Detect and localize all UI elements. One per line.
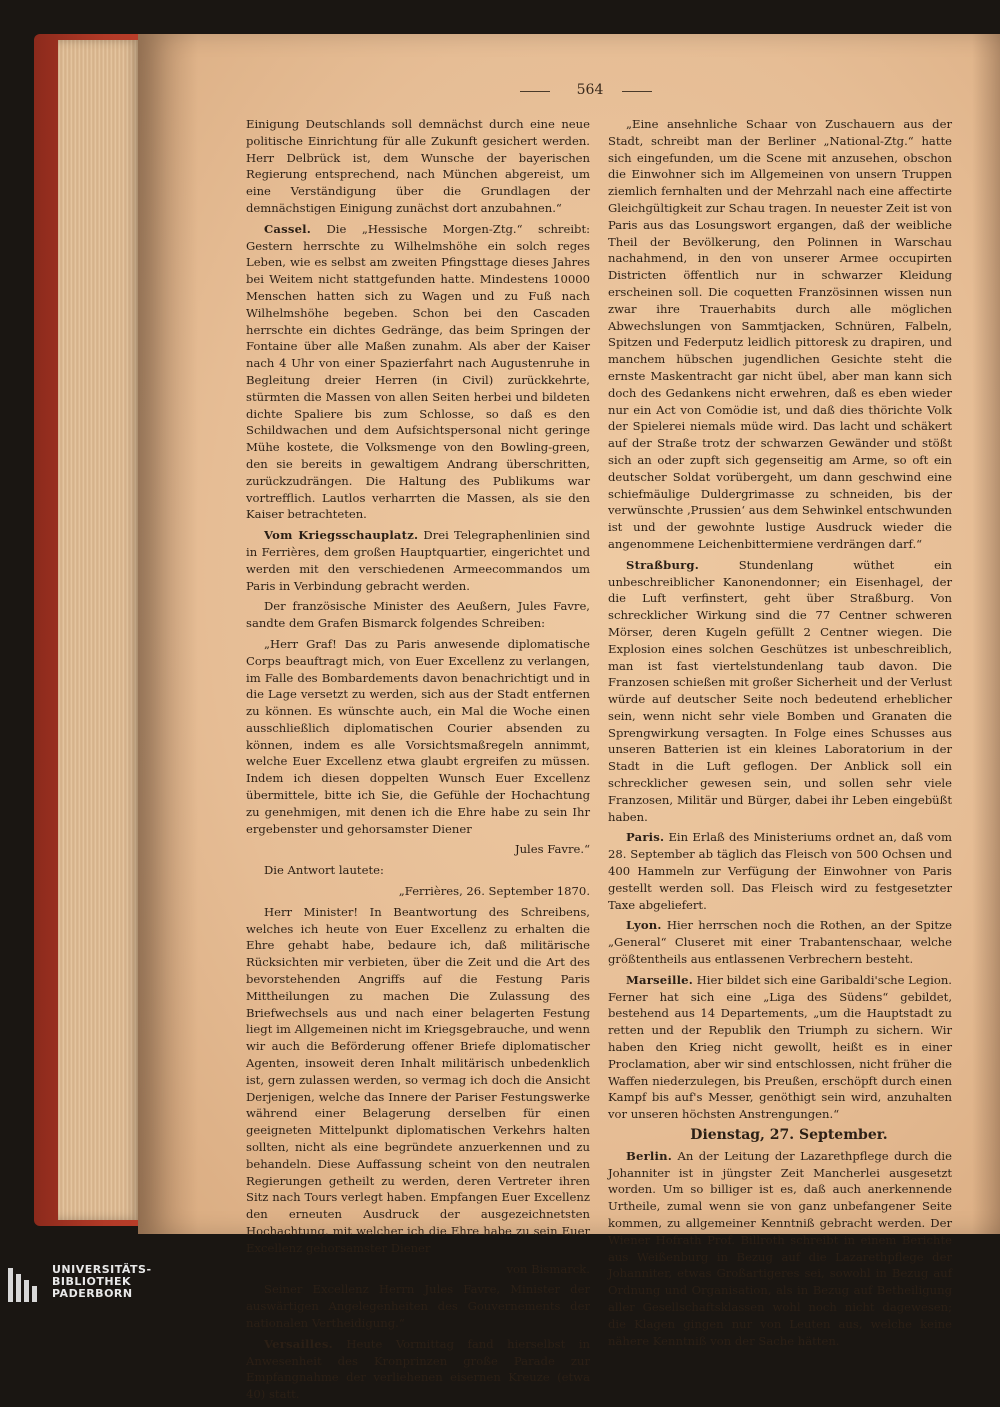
article-paragraph [608, 917, 952, 967]
page-number: 564 [576, 82, 604, 98]
article-heading: Straßburg. [626, 557, 699, 572]
paragraph-text: Seiner Excellenz Herrn Jules Favre, Minister der auswärtigen Angelegenheiten des Gouvernements der nationalen Vertheidigung.“ [246, 1282, 590, 1330]
library-logo-text [52, 1264, 152, 1300]
paragraph-text: Jules Favre.“ [514, 842, 590, 857]
paragraph-text: Ein Erlaß des Ministeriums ordnet an, daß vom 28. September ab täglich das Fleisch von 500 Ochsen und 400 Hammeln zur Verfügung der Einwohner von Paris gestellt werden soll. Das Fleisch wird zu festgesetzter Taxe abgeliefert. [608, 830, 952, 912]
library-logo [8, 1262, 152, 1302]
article-paragraph [246, 527, 590, 594]
text-paragraph [246, 862, 590, 879]
text-paragraph [246, 1281, 590, 1331]
paragraph-text: „Ferrières, 26. September 1870. [398, 884, 590, 899]
article-paragraph [608, 972, 952, 1123]
article-heading: Berlin. [626, 1148, 672, 1163]
article-heading: Vom Kriegsschauplatz. [264, 528, 419, 543]
text-paragraph [246, 841, 590, 858]
article-heading: Cassel. [264, 221, 312, 236]
text-paragraph [246, 883, 590, 900]
paragraph-text: Die Antwort lautete: [264, 863, 384, 878]
paragraph-text: Stundenlang wüthet ein unbeschreiblicher Kanonendonner; ein Eisenhagel, der die Luft verfinstert, geht über Straßburg. Von schrecklicher Wirkung sind die 77 Centner schweren Mörser, deren Kugeln gefüllt 2 Centner wiegen. Die Explosion eines solchen Geschützes ist unbeschreiblich, man ist fast viertelstundenlang taub davon. Die Franzosen schießen mit großer Sicherheit und der Verlust würde auf deutscher Seite noch bedeutend erheblicher sein, wenn nicht sehr viele Bomben und Granaten die Sprengwirkung versagten. In Folge eines Schusses aus unseren Batterien ist ein kleines Laboratorium in der Stadt in die Luft geflogen. Der Anblick soll ein schrecklicher gewesen sein, und sollen sehr viele Franzosen, Militär und Bürger, dabei ihr Leben eingebüßt haben. [608, 557, 952, 824]
page-edges [58, 40, 140, 1220]
article-paragraph [246, 221, 590, 523]
article-paragraph [608, 557, 952, 826]
article-paragraph [246, 1336, 590, 1403]
header-rule-left [520, 91, 550, 92]
right-text-column [608, 116, 952, 1353]
paragraph-text: Heute Vormittag fand hierselbst in Anwesenheit des Kronprinzen große Parade zur Empfangnahme der verliehenen eisernen Kreuze (etwa 40) statt. [246, 1336, 590, 1402]
paragraph-text: „Eine ansehnliche Schaar von Zuschauern aus der Stadt, schreibt man der Berliner „National-Ztg.“ hatte sich eingefunden, um die Scene mit anzusehen, obschon die Einwohner sich im Allgemeinen von unsern Truppen ziemlich fernhalten und der Mehrzahl nach eine affectirte Gleichgültigkeit zur Schau tragen. In neuester Zeit ist von Paris aus das Losungswort ergangen, daß der weibliche Theil der Bevölkerung, den Polinnen in Warschau nachahmend, in den von unserer Armee occupirten Districten öffentlich nur in schwarzer Kleidung erscheinen soll. Die coquetten Französinnen wissen nun zwar ihre Trauerhabits durch alle möglichen Abwechslungen von Sammtjacken, Schnüren, Falbeln, Spitzen und Federputz leidlich pittoresk zu drapiren, und manchem hübschen jugendlichen Gesichte steht die ernste Maskentracht gar nicht übel, aber man kann sich doch des Gedankens nicht erwehren, daß es eben wieder nur ein Act von Comödie ist, und daß dies thörichte Volk der Spielerei niemals müde wird. Das lacht und schäkert auf der Straße trotz der schwarzen Gewänder und stößt sich an oder zupft sich gegenseitig am Arme, so oft ein deutscher Soldat vorübergeht, um dann geschwind eine schiefmäulige Duldergrimasse zu schneiden, bis der verwünschte ‚Prussien‘ aus dem Sehwinkel entschwunden ist und der gewohnte lustige Ausdruck wieder die angenommene Leichenbittermiene verdrängen darf.“ [608, 117, 952, 551]
date-heading: Dienstag, 27. September. [690, 1127, 888, 1144]
library-name-line3: PADERBORN [52, 1287, 133, 1300]
paragraph-text: Hier bildet sich eine Garibaldi'sche Legion. Ferner hat sich eine „Liga des Südens“ gebildet, bestehend aus 14 Departements, „um die Hauptstadt zu retten und der Republik den Triumph zu sichern. Wir haben den Krieg nicht gewollt, heißt es in einer Proclamation, aber wir sind entschlossen, nicht früher die Waffen niederzulegen, bis Preußen, erschöpft durch einen Kampf bis auf's Messer, genöthigt sein wird, anzuhalten vor unseren höchsten Anstrengungen.“ [608, 972, 952, 1122]
paragraph-text: Einigung Deutschlands soll demnächst durch eine neue politische Einrichtung für alle Zukunft gesichert werden. Herr Delbrück ist, dem Wunsche der bayerischen Regierung entsprechend, nach München abgereist, um eine Verständigung über die Grundlagen der demnächstigen Einigung zunächst dort anzubahnen.“ [246, 117, 590, 215]
text-paragraph [246, 904, 590, 1257]
article-paragraph [608, 829, 952, 913]
spine-shadow [138, 34, 198, 1234]
page-right-edge [972, 34, 1000, 1234]
text-paragraph [246, 598, 590, 632]
paragraph-text: von Bismarck. [506, 1261, 590, 1276]
text-paragraph [246, 116, 590, 217]
article-heading: Paris. [626, 830, 665, 845]
text-paragraph [608, 116, 952, 553]
paragraph-text: „Herr Graf! Das zu Paris anwesende diplomatische Corps beauftragt mich, von Euer Excellenz zu verlangen, im Falle des Bombardements davon benachrichtigt und in die Lage versetzt zu werden, sich aus der Stadt entfernen zu können. Es wünschte auch, ein Mal die Woche einen ausschließlich diplomatischen Courier absenden zu können, indem es alle Vorsichtsmaßregeln annimmt, welche Euer Excellenz etwa glaubt ergreifen zu müssen. Indem ich diesen doppelten Wunsch Euer Excellenz übermittele, bitte ich Sie, die Gefühle der Hochachtung zu genehmigen, mit denen ich die Ehre habe zu sein Ihr ergebenster und gehorsamster Diener [246, 636, 590, 836]
library-logo-mark [8, 1262, 44, 1302]
left-text-column [246, 116, 590, 1407]
article-heading: Marseille. [626, 972, 693, 987]
library-name-line1: UNIVERSITÄTS- [52, 1263, 152, 1276]
paragraph-text: Drei Telegraphenlinien sind in Ferrières, dem großen Hauptquartier, eingerichtet und werden mit den verschiedenen Armeecommandos um Paris in Verbindung gebracht werden. [246, 528, 590, 593]
article-paragraph [608, 1148, 952, 1350]
paragraph-text: An der Leitung der Lazarethpflege durch die Johanniter ist in jüngster Zeit Mancherlei ausgesetzt worden. Um so billiger ist es, daß auch anerkennende Urtheile, zumal wenn sie von ganz unbefangener Seite kommen, zu allgemeiner Kenntniß gebracht werden. Der Wiener Hofrath Prof. Billroth schreibt in einem Berichte aus Weißenburg in Bezug auf die Lazarethpflege der Johanniter, etwas Großartigeres sei, sowohl in Bezug auf Ordnung und Organisation, als in Bezug auf Betheiligung aller Gesellschaftsklassen wohl noch nicht dagewesen; die Klagen gingen nur von Leuten aus, welche keine nähere Kenntniß von der Sache hätten. [608, 1148, 953, 1348]
text-paragraph [246, 636, 590, 838]
text-paragraph [246, 1261, 590, 1278]
paragraph-text: Die „Hessische Morgen-Ztg.“ schreibt: Gestern herrschte zu Wilhelmshöhe ein solch reges Leben, wie es selbst am zweiten Pfingsttage dieses Jahres bei Weitem nicht stattgefunden hatte. Mindestens 10000 Menschen hatten sich zu Wagen und zu Fuß nach Wilhelmshöhe begeben. Schon bei den Cascaden herrschte ein dichtes Gedränge, das beim Springen der Fontaine über alle Maßen zunahm. Als aber der Kaiser nach 4 Uhr von einer Spazierfahrt nach Augustenruhe in Begleitung dreier Herren (in Civil) zurückkehrte, stürmten die Massen von allen Seiten herbei und bildeten dichte Spaliere bis zum Schlosse, so daß es den Schildwachen und dem Aufsichtspersonal nicht geringe Mühe kostete, die Volksmenge von den Bowling-green, den sie bereits in gewaltigem Andrang überschritten, zurückzudrängen. Die Haltung des Publikums war vortrefflich. Lautlos verharrten die Massen, als sie den Kaiser betrachteten. [246, 221, 591, 522]
header-rule-right [622, 91, 652, 92]
library-name-line2: BIBLIOTHEK [52, 1275, 132, 1288]
paragraph-text: Herr Minister! In Beantwortung des Schreibens, welches ich heute von Euer Excellenz zu erhalten die Ehre gehabt habe, bedaure ich, daß militärische Rücksichten mir verbieten, über die Zeit und die Art des bevorstehenden Angriffs auf die Festung Paris Mittheilungen zu machen Die Zulassung des Briefwechsels aus und nach einer belagerten Festung liegt im Allgemeinen nicht im Kriegsgebrauche, und wenn wir auch die Beförderung offener Briefe diplomatischer Agenten, insoweit deren Inhalt militärisch unbedenklich ist, gern zulassen werden, so vermag ich doch die Ansicht Derjenigen, welche das Innere der Pariser Festungswerke während einer Belagerung derselben für einen geeigneten Mittelpunkt diplomatischen Verkehrs halten sollten, nicht als eine begründete anzuerkennen und zu behandeln. Diese Auffassung scheint von den neutralen Regierungen getheilt zu werden, deren Vertreter ihren Sitz nach Tours verlegt haben. Empfangen Euer Excellenz den erneuten Ausdruck der ausgezeichnetsten Hochachtung, mit welcher ich die Ehre habe zu sein Euer Excellenz gehorsamster Diener [246, 904, 590, 1255]
paragraph-text: Hier herrschen noch die Rothen, an der Spitze „General“ Cluseret mit einer Trabantenschaar, welche größtentheils aus entlassenen Verbrechern besteht. [608, 918, 953, 967]
paragraph-text: Der französische Minister des Aeußern, Jules Favre, sandte dem Grafen Bismarck folgendes Schreiben: [246, 599, 590, 631]
article-heading: Lyon. [626, 918, 662, 933]
article-heading: Versailles. [264, 1336, 333, 1351]
